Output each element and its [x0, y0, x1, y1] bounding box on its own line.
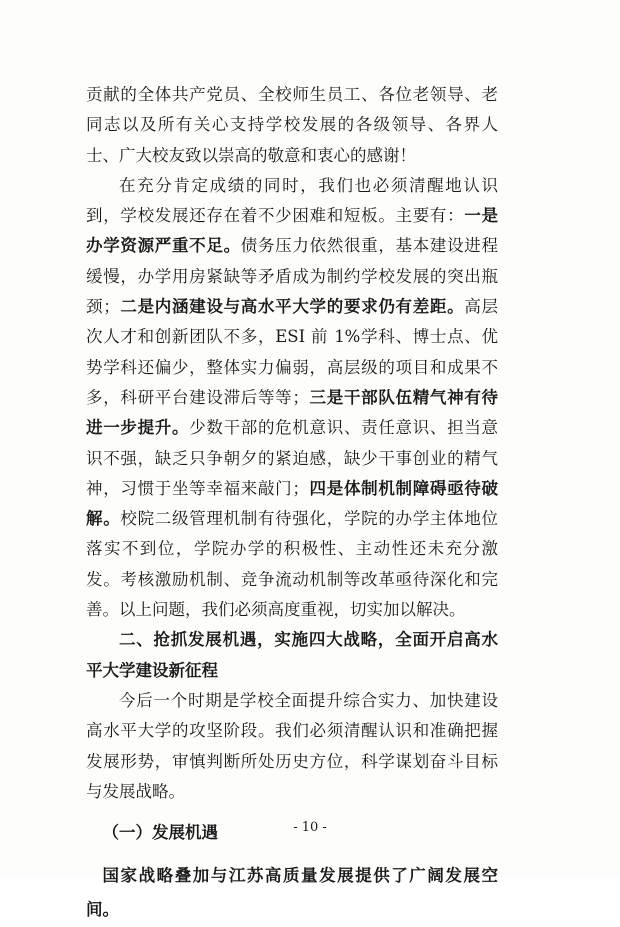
section-heading: 二、抢抓发展机遇，实施四大战略，全面开启高水平大学建设新征程: [86, 630, 498, 680]
page-number: - 10 -: [293, 820, 327, 835]
subsection-heading: （一）发展机遇: [102, 823, 218, 843]
shortcoming-1-text: 债务压力依然很重，基本建设进程缓慢，办学用房紧缺等矛盾成为制约学校发展的突出瓶颈；: [86, 236, 499, 317]
lead-sentence: 国家战略叠加与江苏高质量发展提供了广阔发展空间。: [86, 866, 498, 920]
shortcoming-2-text: 高层次人才和创新团队不多，ESI 前 1%学科、博士点、优势学科还偏少，整体实力偏弱，高层级的项目和成果不多，科研平台建设滞后等等；: [86, 297, 499, 407]
shortcoming-2-title: 二是内涵建设与高水平大学的要求仍有差距。: [119, 297, 465, 317]
shortcoming-1-title: 一是办学资源严重不足。: [86, 206, 499, 256]
paragraph-thanks: 贡献的全体共产党员、全校师生员工、各位老领导、老同志以及所有关心支持学校发展的各级领导、各界人士、广大校友致以崇高的敬意和衷心的感谢！: [86, 85, 498, 165]
paragraph-shortcomings: [86, 171, 498, 625]
shortcomings-intro: 在充分肯定成绩的同时，我们也必须清醒地认识到，学校发展还存在着不少困难和短板。主要有：: [86, 175, 498, 226]
shortcoming-3-title: 三是干部队伍精气神有待进一步提升。: [86, 387, 499, 438]
body-text: [86, 80, 498, 927]
shortcoming-3-text: 少数干部的危机意识、责任意识、担当意识不强，缺乏只争朝夕的紧迫感，缺少干事创业的精气神，习惯于坐等幸福来敲门；: [86, 418, 499, 498]
paragraph-period: 今后一个时期是学校全面提升综合实力、加快建设高水平大学的攻坚阶段。我们必须清醒认识和准确把握发展形势，审慎判断所处历史方位，科学谋划奋斗目标与发展战略。: [86, 690, 498, 801]
shortcoming-4-text: 校院二级管理机制有待强化，学院的办学主体地位落实不到位，学院办学的积极性、主动性还未充分激发。考核激励机制、竞争流动机制等改革亟待深化和完善。以上问题，我们必须高度重视，切实加以解决。: [86, 509, 499, 620]
shortcoming-4-title: 四是体制机制障碍亟待破解。: [86, 478, 499, 529]
